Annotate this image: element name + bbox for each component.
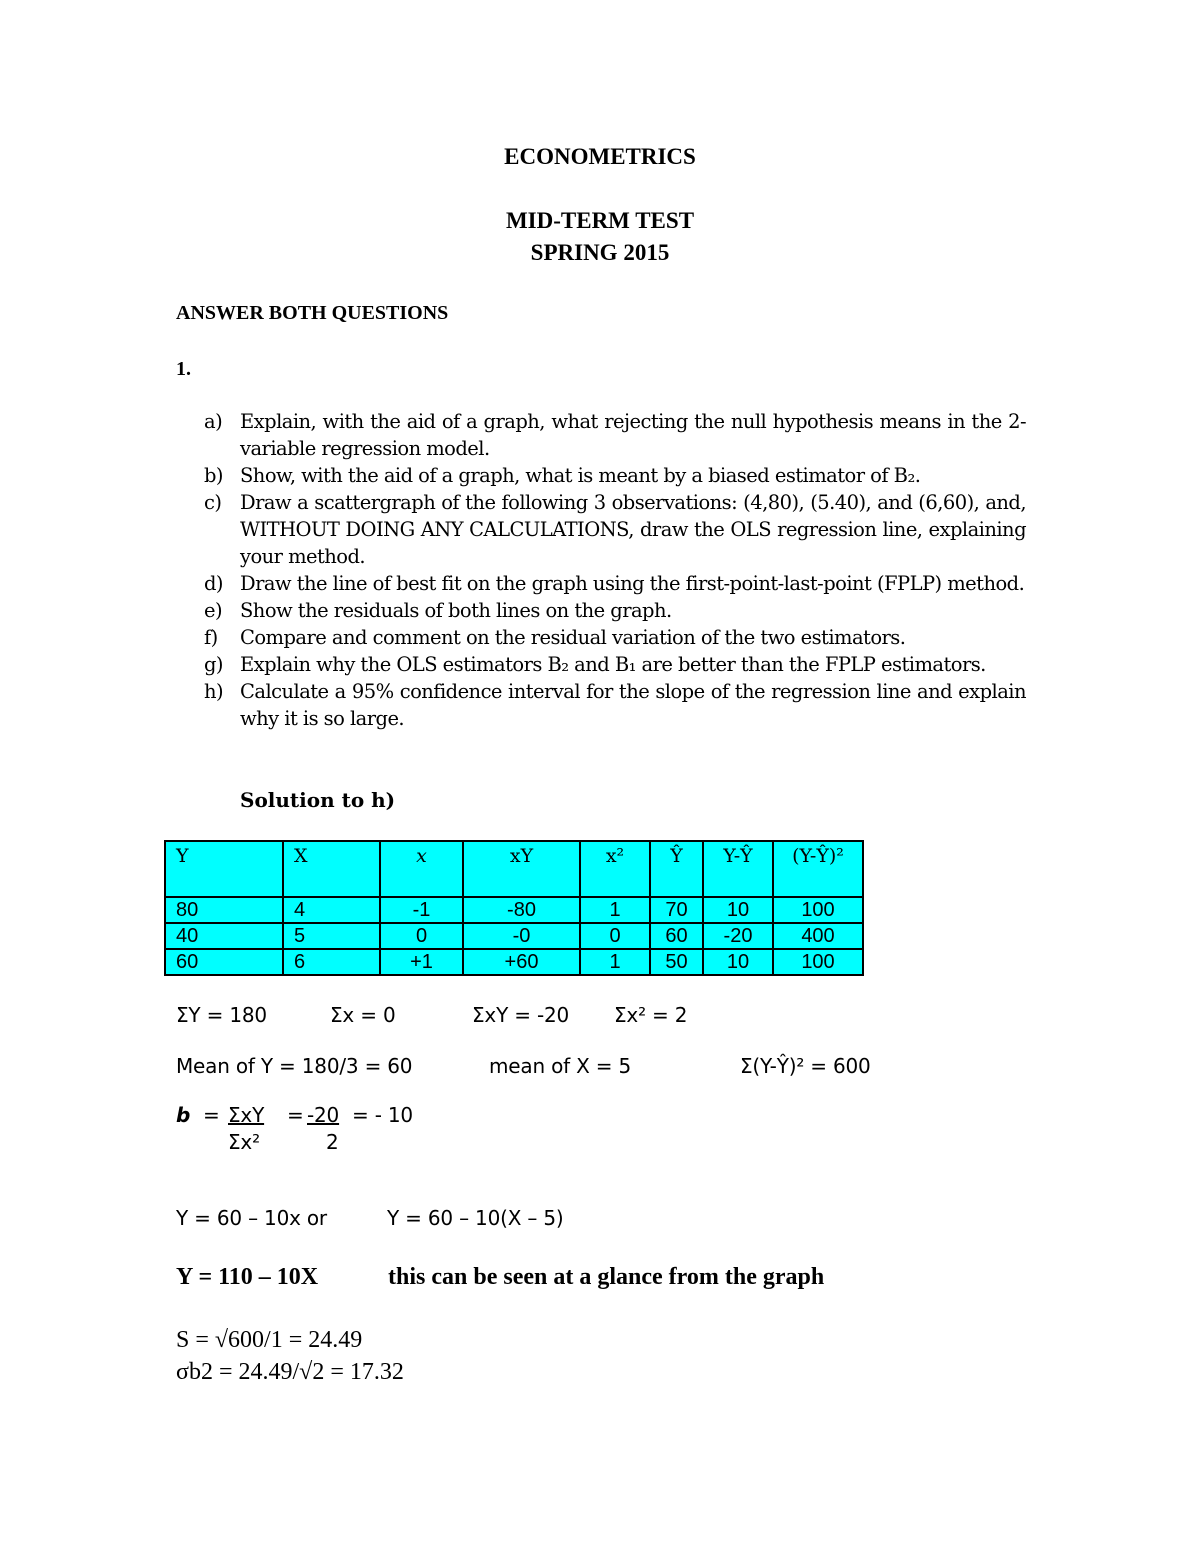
slope-denominator-value: 2 <box>326 1130 339 1154</box>
mean-x: mean of X = 5 <box>489 1054 632 1078</box>
table-row <box>165 923 863 949</box>
test-title: MID-TERM TEST <box>505 208 695 233</box>
question-item <box>176 624 1026 651</box>
table-header-row <box>165 841 863 897</box>
question-number: 1. <box>176 358 191 380</box>
slope-equals-2: = <box>287 1103 304 1127</box>
question-label: a) <box>204 410 223 433</box>
question-item <box>176 489 1026 570</box>
question-item <box>176 408 1026 462</box>
slope-equals: = <box>203 1103 220 1127</box>
question-text: Show the residuals of both lines on the graph. <box>240 599 672 622</box>
slope-numerator: ΣxY <box>228 1103 265 1127</box>
slope-denominator: Σx² <box>228 1130 260 1154</box>
sum-y: ΣY = 180 <box>176 1003 267 1027</box>
table-cell: +1 <box>380 949 463 975</box>
question-text: Explain why the OLS estimators B₂ and B₁ are better than the FPLP estimators. <box>240 653 986 676</box>
table-cell: 1 <box>580 897 650 923</box>
sum-x: Σx = 0 <box>330 1003 396 1027</box>
table-row <box>165 949 863 975</box>
question-label: d) <box>204 572 223 595</box>
table-cell: -20 <box>703 923 773 949</box>
table-header-cell: Y <box>165 841 283 897</box>
table-header-cell: x <box>380 841 463 897</box>
mean-y: Mean of Y = 180/3 = 60 <box>176 1054 413 1078</box>
table-cell: 40 <box>165 923 283 949</box>
question-label: c) <box>204 491 222 514</box>
table-cell: -80 <box>463 897 580 923</box>
table-cell: +60 <box>463 949 580 975</box>
solution-table <box>164 840 864 976</box>
table-cell: 10 <box>703 897 773 923</box>
table-cell: 1 <box>580 949 650 975</box>
question-label: b) <box>204 464 223 487</box>
table-cell: -0 <box>463 923 580 949</box>
table-cell: 400 <box>773 923 863 949</box>
final-note: this can be seen at a glance from the graph <box>388 1264 825 1290</box>
table-row <box>165 897 863 923</box>
regression-line-deviation: Y = 60 – 10x or <box>176 1206 327 1230</box>
question-label: g) <box>204 653 223 676</box>
table-cell: -1 <box>380 897 463 923</box>
solution-heading: Solution to h) <box>240 788 396 812</box>
table-cell: 60 <box>165 949 283 975</box>
table-cell: 6 <box>283 949 380 975</box>
standard-error-equation: S = √600/1 = 24.49 <box>176 1327 363 1353</box>
table-header-cell: Ŷ <box>650 841 703 897</box>
table-cell: 100 <box>773 949 863 975</box>
slope-result: = - 10 <box>352 1103 413 1127</box>
sum-xy: ΣxY = -20 <box>472 1003 570 1027</box>
slope-symbol: b <box>176 1103 191 1127</box>
question-list <box>176 408 1026 732</box>
table-header-cell: X <box>283 841 380 897</box>
table-header-cell: xY <box>463 841 580 897</box>
table-cell: 70 <box>650 897 703 923</box>
question-item <box>176 462 1026 489</box>
question-label: h) <box>204 680 224 703</box>
slope-numerator-value: -20 <box>307 1103 340 1127</box>
question-text: Show, with the aid of a graph, what is meant by a biased estimator of B₂. <box>240 464 921 487</box>
sum-x-squared: Σx² = 2 <box>614 1003 688 1027</box>
sum-residual-squared: Σ(Y-Ŷ)² = 600 <box>740 1054 871 1078</box>
course-title: ECONOMETRICS <box>504 144 696 169</box>
table-cell: 0 <box>580 923 650 949</box>
table-header-cell: x² <box>580 841 650 897</box>
question-text: Draw the line of best fit on the graph using the first-point-last-point (FPLP) method. <box>240 572 1025 595</box>
question-text: Compare and comment on the residual variation of the two estimators. <box>240 626 906 649</box>
question-item <box>176 597 1026 624</box>
sigma-b2-equation: σb2 = 24.49/√2 = 17.32 <box>176 1359 404 1385</box>
question-item <box>176 570 1026 597</box>
table-cell: 4 <box>283 897 380 923</box>
question-text: Draw a scattergraph of the following 3 observations: (4,80), (5.40), and (6,60), and, WITHOUT DOING ANY CALCULATIONS, draw the OLS regression line, explaining your method. <box>240 491 1026 568</box>
table-cell: 80 <box>165 897 283 923</box>
question-text: Calculate a 95% confidence interval for the slope of the regression line and explain why it is so large. <box>240 680 1026 730</box>
table-cell: 50 <box>650 949 703 975</box>
question-text: Explain, with the aid of a graph, what rejecting the null hypothesis means in the 2-variable regression model. <box>240 410 1026 460</box>
table-cell: 5 <box>283 923 380 949</box>
question-label: e) <box>204 599 223 622</box>
question-item <box>176 651 1026 678</box>
term-title: SPRING 2015 <box>530 240 670 265</box>
question-label: f) <box>204 626 218 649</box>
final-equation: Y = 110 – 10X <box>176 1264 319 1290</box>
table-header-cell: (Y-Ŷ)² <box>773 841 863 897</box>
table-cell: 60 <box>650 923 703 949</box>
table-cell: 100 <box>773 897 863 923</box>
table-header-cell: Y-Ŷ <box>703 841 773 897</box>
table-cell: 10 <box>703 949 773 975</box>
table-cell: 0 <box>380 923 463 949</box>
instruction: ANSWER BOTH QUESTIONS <box>176 302 449 324</box>
question-item <box>176 678 1026 732</box>
regression-line-centered: Y = 60 – 10(X – 5) <box>387 1206 564 1230</box>
